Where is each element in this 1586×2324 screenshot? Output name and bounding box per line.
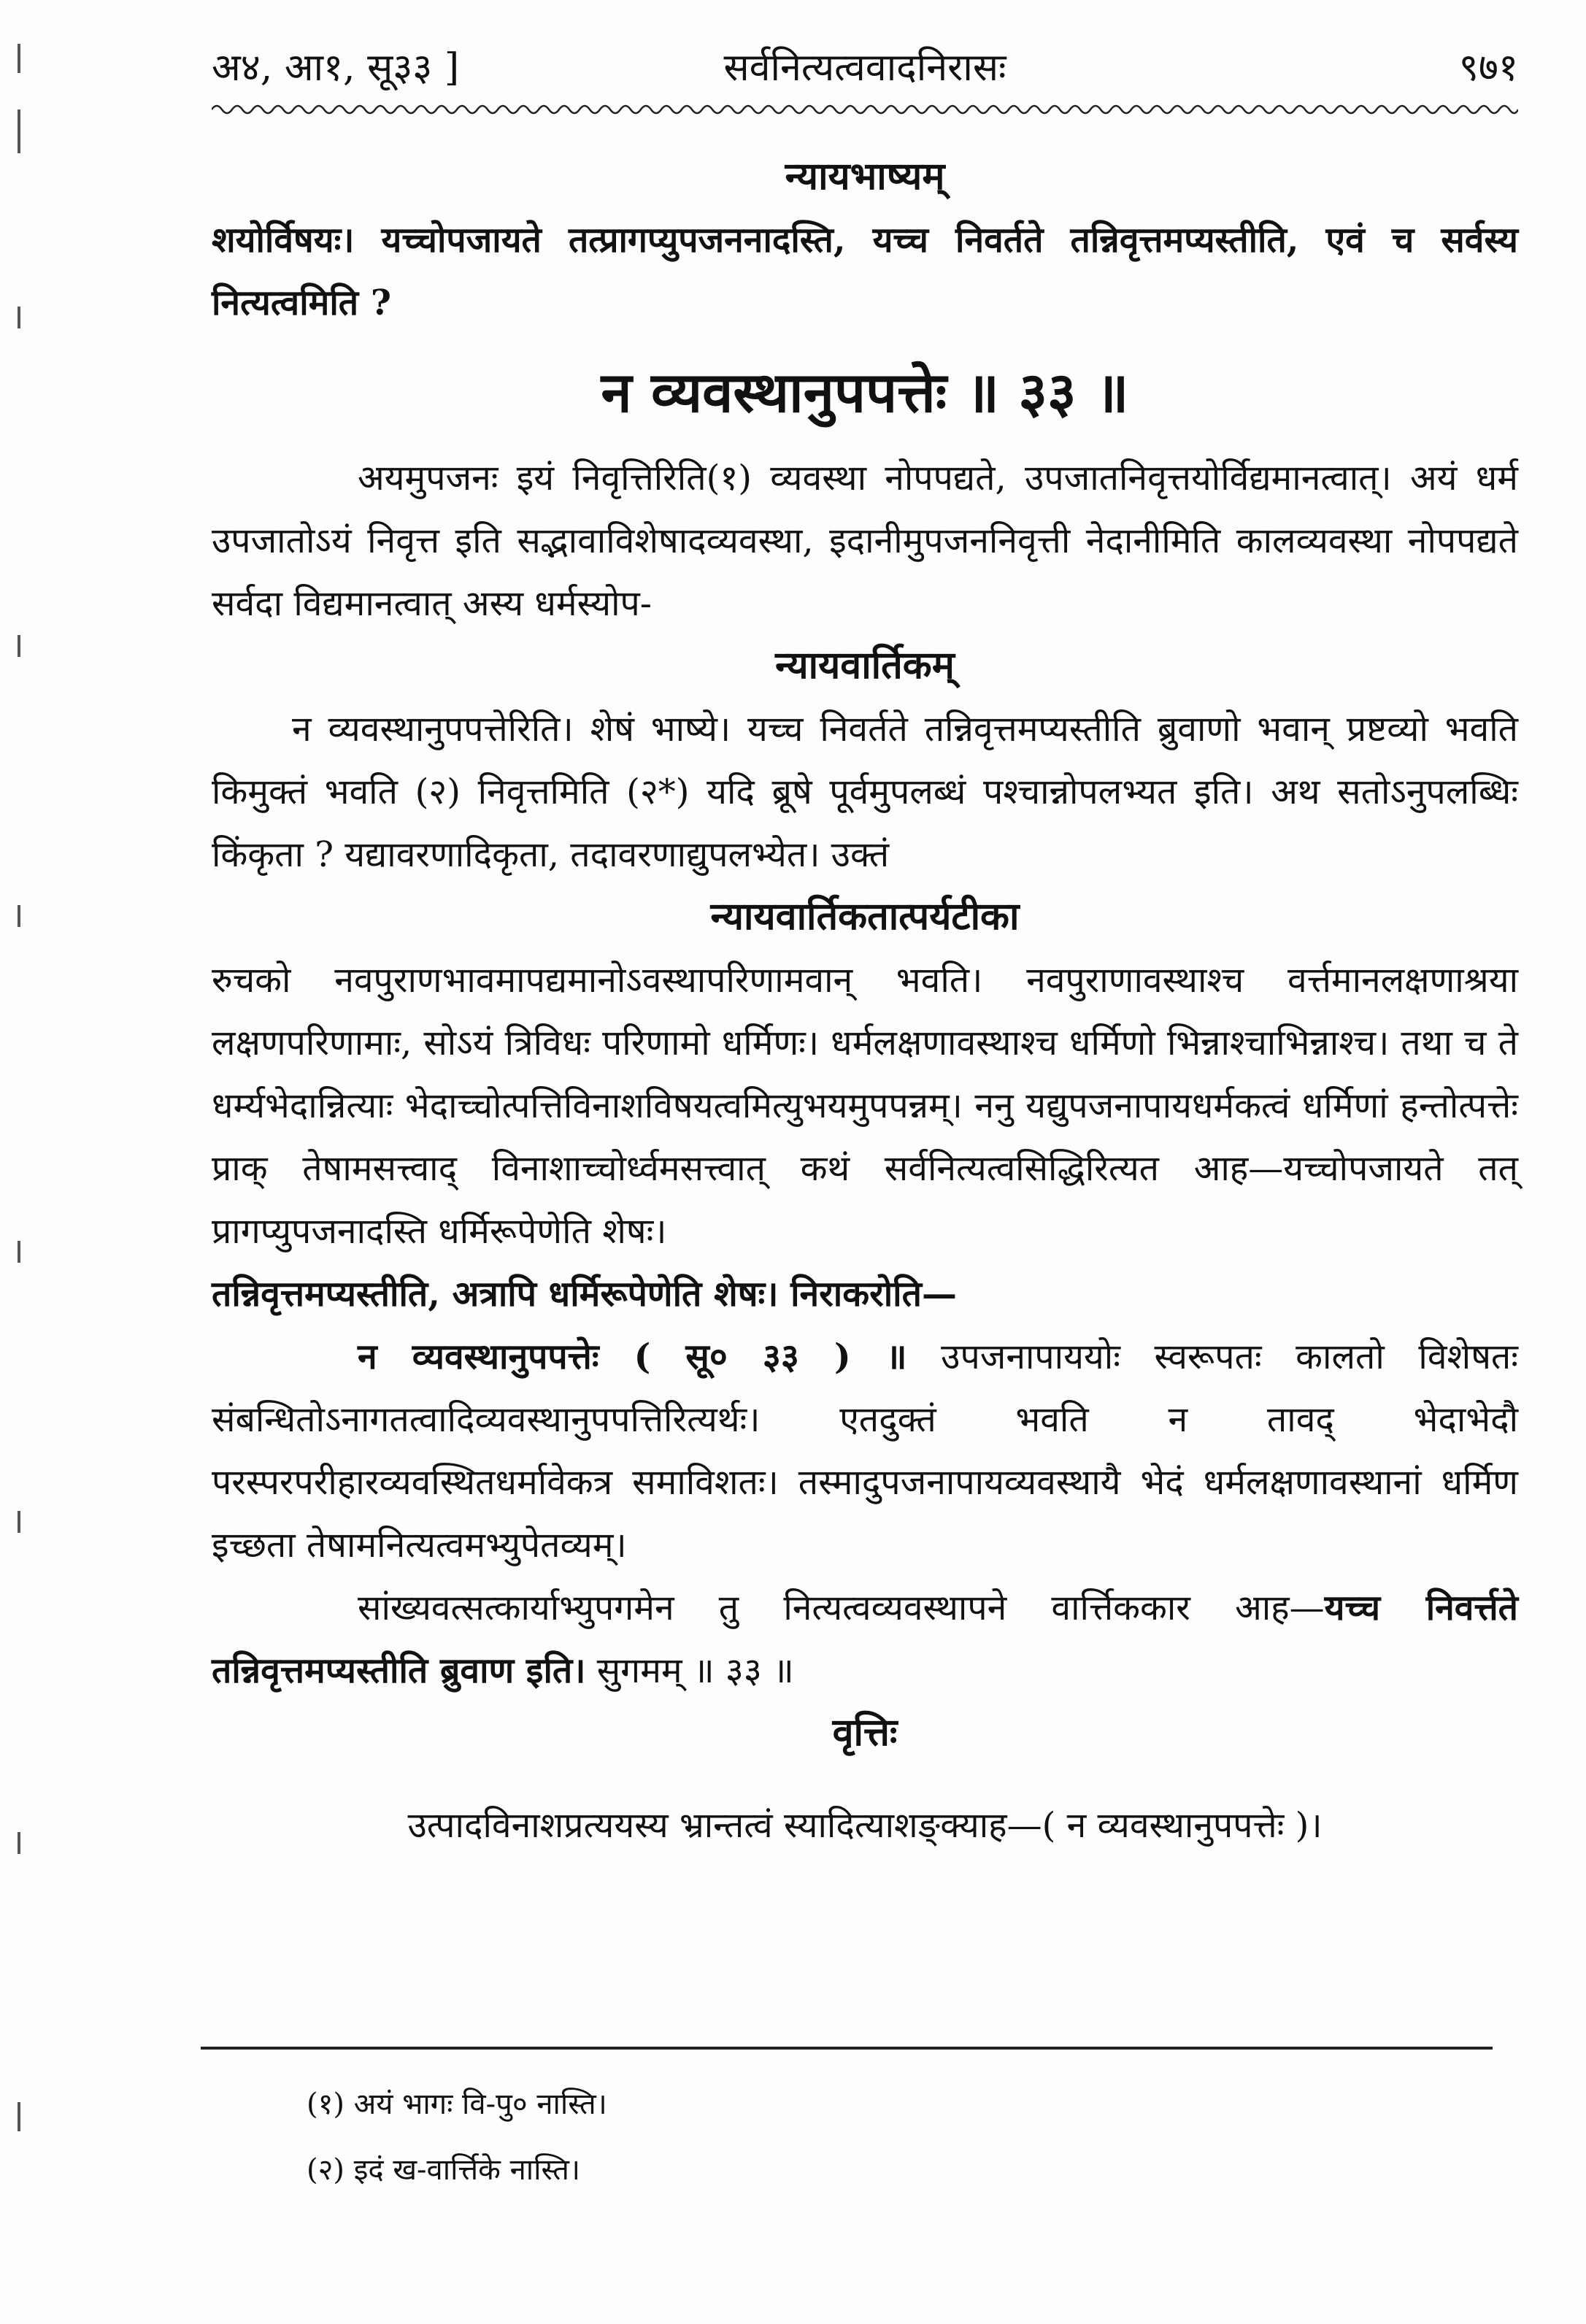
bhashya-commentary: अयमुपजनः इयं निवृत्तिरिति(१) व्यवस्था नोपपद्यते, उपजातनिवृत्तयोर्विद्यमानत्वात्। अयं धर्म उपजातोऽयं निवृत्त इति सद्भावाविशेषादव्यवस्था, इदानीमुपजननिवृत्ती नेदानीमिति कालव्यवस्था नोपपद्यते सर्वदा विद्यमानत्वात् अस्य धर्मस्योप- — [212, 458, 1518, 624]
bhashya-text: शयोर्विषयः। यच्चोपजायते तत्प्रागप्युपजननादस्ति, यच्च निवर्तते तन्निवृत्तमप्यस्तीति, एवं च सर्वस्य नित्यत्वमिति ? — [212, 220, 1518, 323]
tika-paragraph-2 — [212, 1325, 1518, 1577]
vrtti-text: उत्पादविनाशप्रत्ययस्य भ्रान्तत्वं स्यादित्याशङ्क्याह—( न व्यवस्थानुपपत्तेः )। — [407, 1805, 1323, 1846]
section-heading-tatparya-tika: न्यायवार्तिकतात्पर्यटीका — [710, 894, 1020, 939]
footnote-rule — [201, 2047, 1493, 2050]
footnote-1: (१) अयं भागः वि-पु० नास्ति। — [307, 2088, 607, 2121]
tika-paragraph-3-end: सुगमम् ॥ ३३ ॥ — [596, 1650, 794, 1691]
tika-sutra-citation: न व्यवस्थानुपपत्तेः ( सू० ३३ ) ॥ — [358, 1336, 907, 1377]
tika-paragraph-2-text: उपजनापाययोः स्वरूपतः कालतो विशेषतः संबन्धितोऽनागतत्वादिव्यवस्थानुपपत्तिरित्यर्थः। एतदुक्तं भवति न तावद् भेदाभेदौ परस्परपरीहारव्यवस्थितधर्मावेकत्र समाविशतः। तस्मादुपजनापायव्यवस्थायै भेदं धर्मलक्षणावस्थानां धर्मिण इच्छता तेषामनित्यत्वमभ्युपेतव्यम्। — [212, 1336, 1518, 1566]
sutra-33: न व्यवस्थानुपपत्तेः ॥ ३३ ॥ — [601, 360, 1129, 425]
running-head-title: सर्वनित्यत्ववादनिरासः — [723, 46, 1006, 90]
page-number: ९७१ — [1458, 46, 1518, 90]
footnotes — [307, 2071, 607, 2203]
page-body — [212, 146, 1518, 1892]
running-head — [212, 35, 1518, 101]
vartika-text: न व्यवस्थानुपपत्तेरिति। शेषं भाष्ये। यच्च निवर्तते तन्निवृत्तमप्यस्तीति ब्रुवाणो भवान् प्रष्टव्यो भवति किमुक्तं भवति (२) निवृत्तमिति (२*) यदि ब्रूषे पूर्वमुपलब्धं पश्चान्नोपलभ्यत इति। अथ सतोऽनुपलब्धिः किंकृता ? यद्यावरणादिकृता, तदावरणाद्युपलभ्येत। उक्तं — [212, 709, 1518, 875]
section-heading-nyaya-bhashyam: न्यायभाष्यम् — [785, 154, 945, 199]
tika-paragraph-3 — [212, 1577, 1518, 1702]
wavy-rule — [212, 101, 1518, 118]
tika-paragraph-1: रुचको नवपुराणभावमापद्यमानोऽवस्थापरिणामवान् भवति। नवपुराणावस्थाश्च वर्त्तमानलक्षणाश्रया लक्षणपरिणामाः, सोऽयं त्रिविधः परिणामो धर्मिणः। धर्मलक्षणावस्थाश्च धर्मिणो भिन्नाश्चाभिन्नाश्च। तथा च ते धर्म्यभेदान्नित्याः भेदाच्चोत्पत्तिविनाशविषयत्वमित्युभयमुपपन्नम्। ननु यद्युपजनापायधर्मकत्वं धर्मिणां हन्तोत्पत्तेः प्राक् तेषामसत्त्वाद् विनाशाच्चोर्ध्वमसत्त्वात् कथं सर्वनित्यत्वसिद्धिरित्यत आह—यच्चोपजायते तत् प्रागप्युपजनादस्ति धर्मिरूपेणेति शेषः। — [212, 960, 1518, 1252]
section-heading-vrtti: वृत्तिः — [832, 1710, 898, 1755]
section-heading-nyaya-vartikam: न्यायवार्तिकम् — [775, 643, 955, 688]
footnote-2: (२) इदं ख-वार्त्तिके नास्ति। — [307, 2153, 581, 2187]
tika-paragraph-3-lead: सांख्यवत्सत्कार्याभ्युपगमेन तु नित्यत्वव्यवस्थापने वार्त्तिककार आह— — [358, 1588, 1325, 1628]
tika-paragraph-1-tail: तन्निवृत्तमप्यस्तीति, अत्रापि धर्मिरूपेणेति शेषः। निराकरोति— — [212, 1274, 957, 1315]
tika-vartika-quote: यच्च निवर्त्तते तन्निवृत्तमप्यस्तीति ब्रुवाण इति। — [212, 1588, 1518, 1691]
running-head-section-ref: अ४, आ१, सू३३ ] — [212, 46, 460, 90]
